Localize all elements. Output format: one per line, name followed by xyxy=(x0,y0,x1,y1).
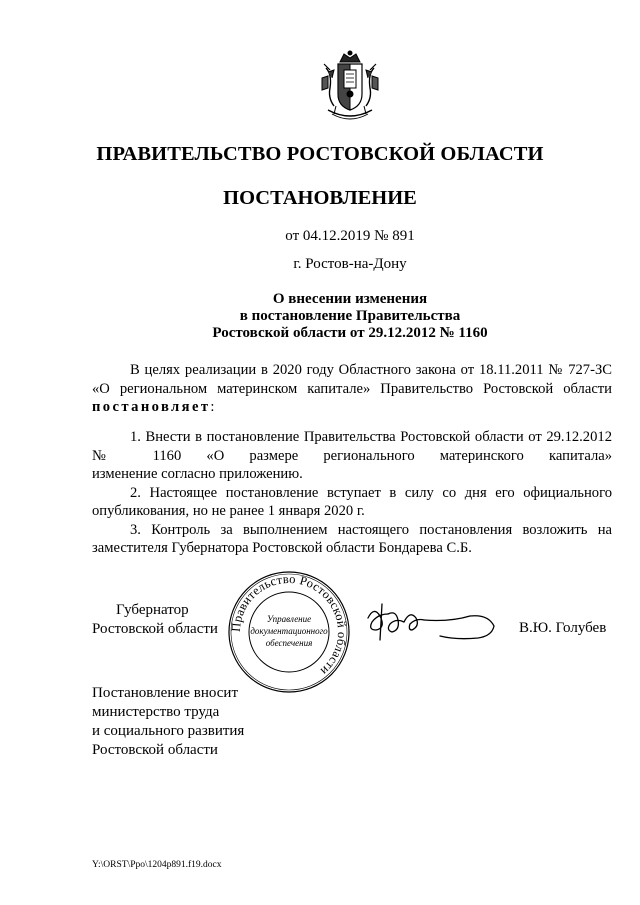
decree-item-1: 1. Внести в постановление Правительства Ростовской области от 29.12.2012 № 1160 «О размере регионального материнского капитала» xyxy=(92,429,612,464)
signatory-name: В.Ю. Голубев xyxy=(519,620,607,636)
document-subject xyxy=(0,291,640,342)
subject-line: Ростовской области от 29.12.2012 № 1160 xyxy=(212,325,488,341)
submitted-by-note xyxy=(92,684,244,760)
stamp-inner-line: обеспечения xyxy=(265,638,313,648)
submitted-by-line: Ростовской области xyxy=(92,742,218,758)
document-number: от 04.12.2019 № 891 xyxy=(285,228,415,244)
rostov-coat-of-arms-icon xyxy=(318,48,382,124)
subject-line: в постановление Правительства xyxy=(239,308,461,324)
decree-item-1-cont: изменение согласно приложению. xyxy=(92,466,303,482)
stamp-ring-text: Правительство Ростовской области xyxy=(228,571,350,679)
resolves-word: постановляет xyxy=(92,399,211,415)
official-stamp xyxy=(227,570,351,694)
decree-item-2: 2. Настоящее постановление вступает в силу со дня его официального опубликования, но не ранее 1 января 2020 г. xyxy=(92,484,612,519)
stamp-inner-line: Управление xyxy=(266,614,312,624)
preamble-text: В целях реализации в 2020 году Областного закона от 18.11.2011 № 727-ЗС «О региональном материнском капитале» Правительство Ростовской области xyxy=(92,362,612,397)
submitted-by-line: Постановление вносит xyxy=(92,685,239,701)
submitted-by-line: и социального развития xyxy=(92,723,245,739)
file-path-footer: Y:\ORST\Ppo\1204p891.f19.docx xyxy=(92,860,222,870)
signatory-position xyxy=(92,601,218,639)
stamp-inner-line: документационного xyxy=(250,626,328,636)
government-title: ПРАВИТЕЛЬСТВО РОСТОВСКОЙ ОБЛАСТИ xyxy=(96,143,544,165)
resolves-colon: : xyxy=(210,399,215,415)
submitted-by-line: министерство труда xyxy=(92,704,220,720)
subject-line: О внесении изменения xyxy=(272,291,428,307)
decree-item-3: 3. Контроль за выполнением настоящего постановления возложить на заместителя Губернатора Ростовской области Бондарева С.Б. xyxy=(92,521,612,556)
decree-items xyxy=(92,428,612,558)
handwritten-signature xyxy=(360,600,500,650)
preamble-paragraph xyxy=(92,361,612,417)
document-type: ПОСТАНОВЛЕНИЕ xyxy=(223,187,417,209)
signatory-position-line: Губернатор xyxy=(116,602,189,618)
document-city: г. Ростов-на-Дону xyxy=(293,256,407,272)
signatory-position-line: Ростовской области xyxy=(92,621,218,637)
